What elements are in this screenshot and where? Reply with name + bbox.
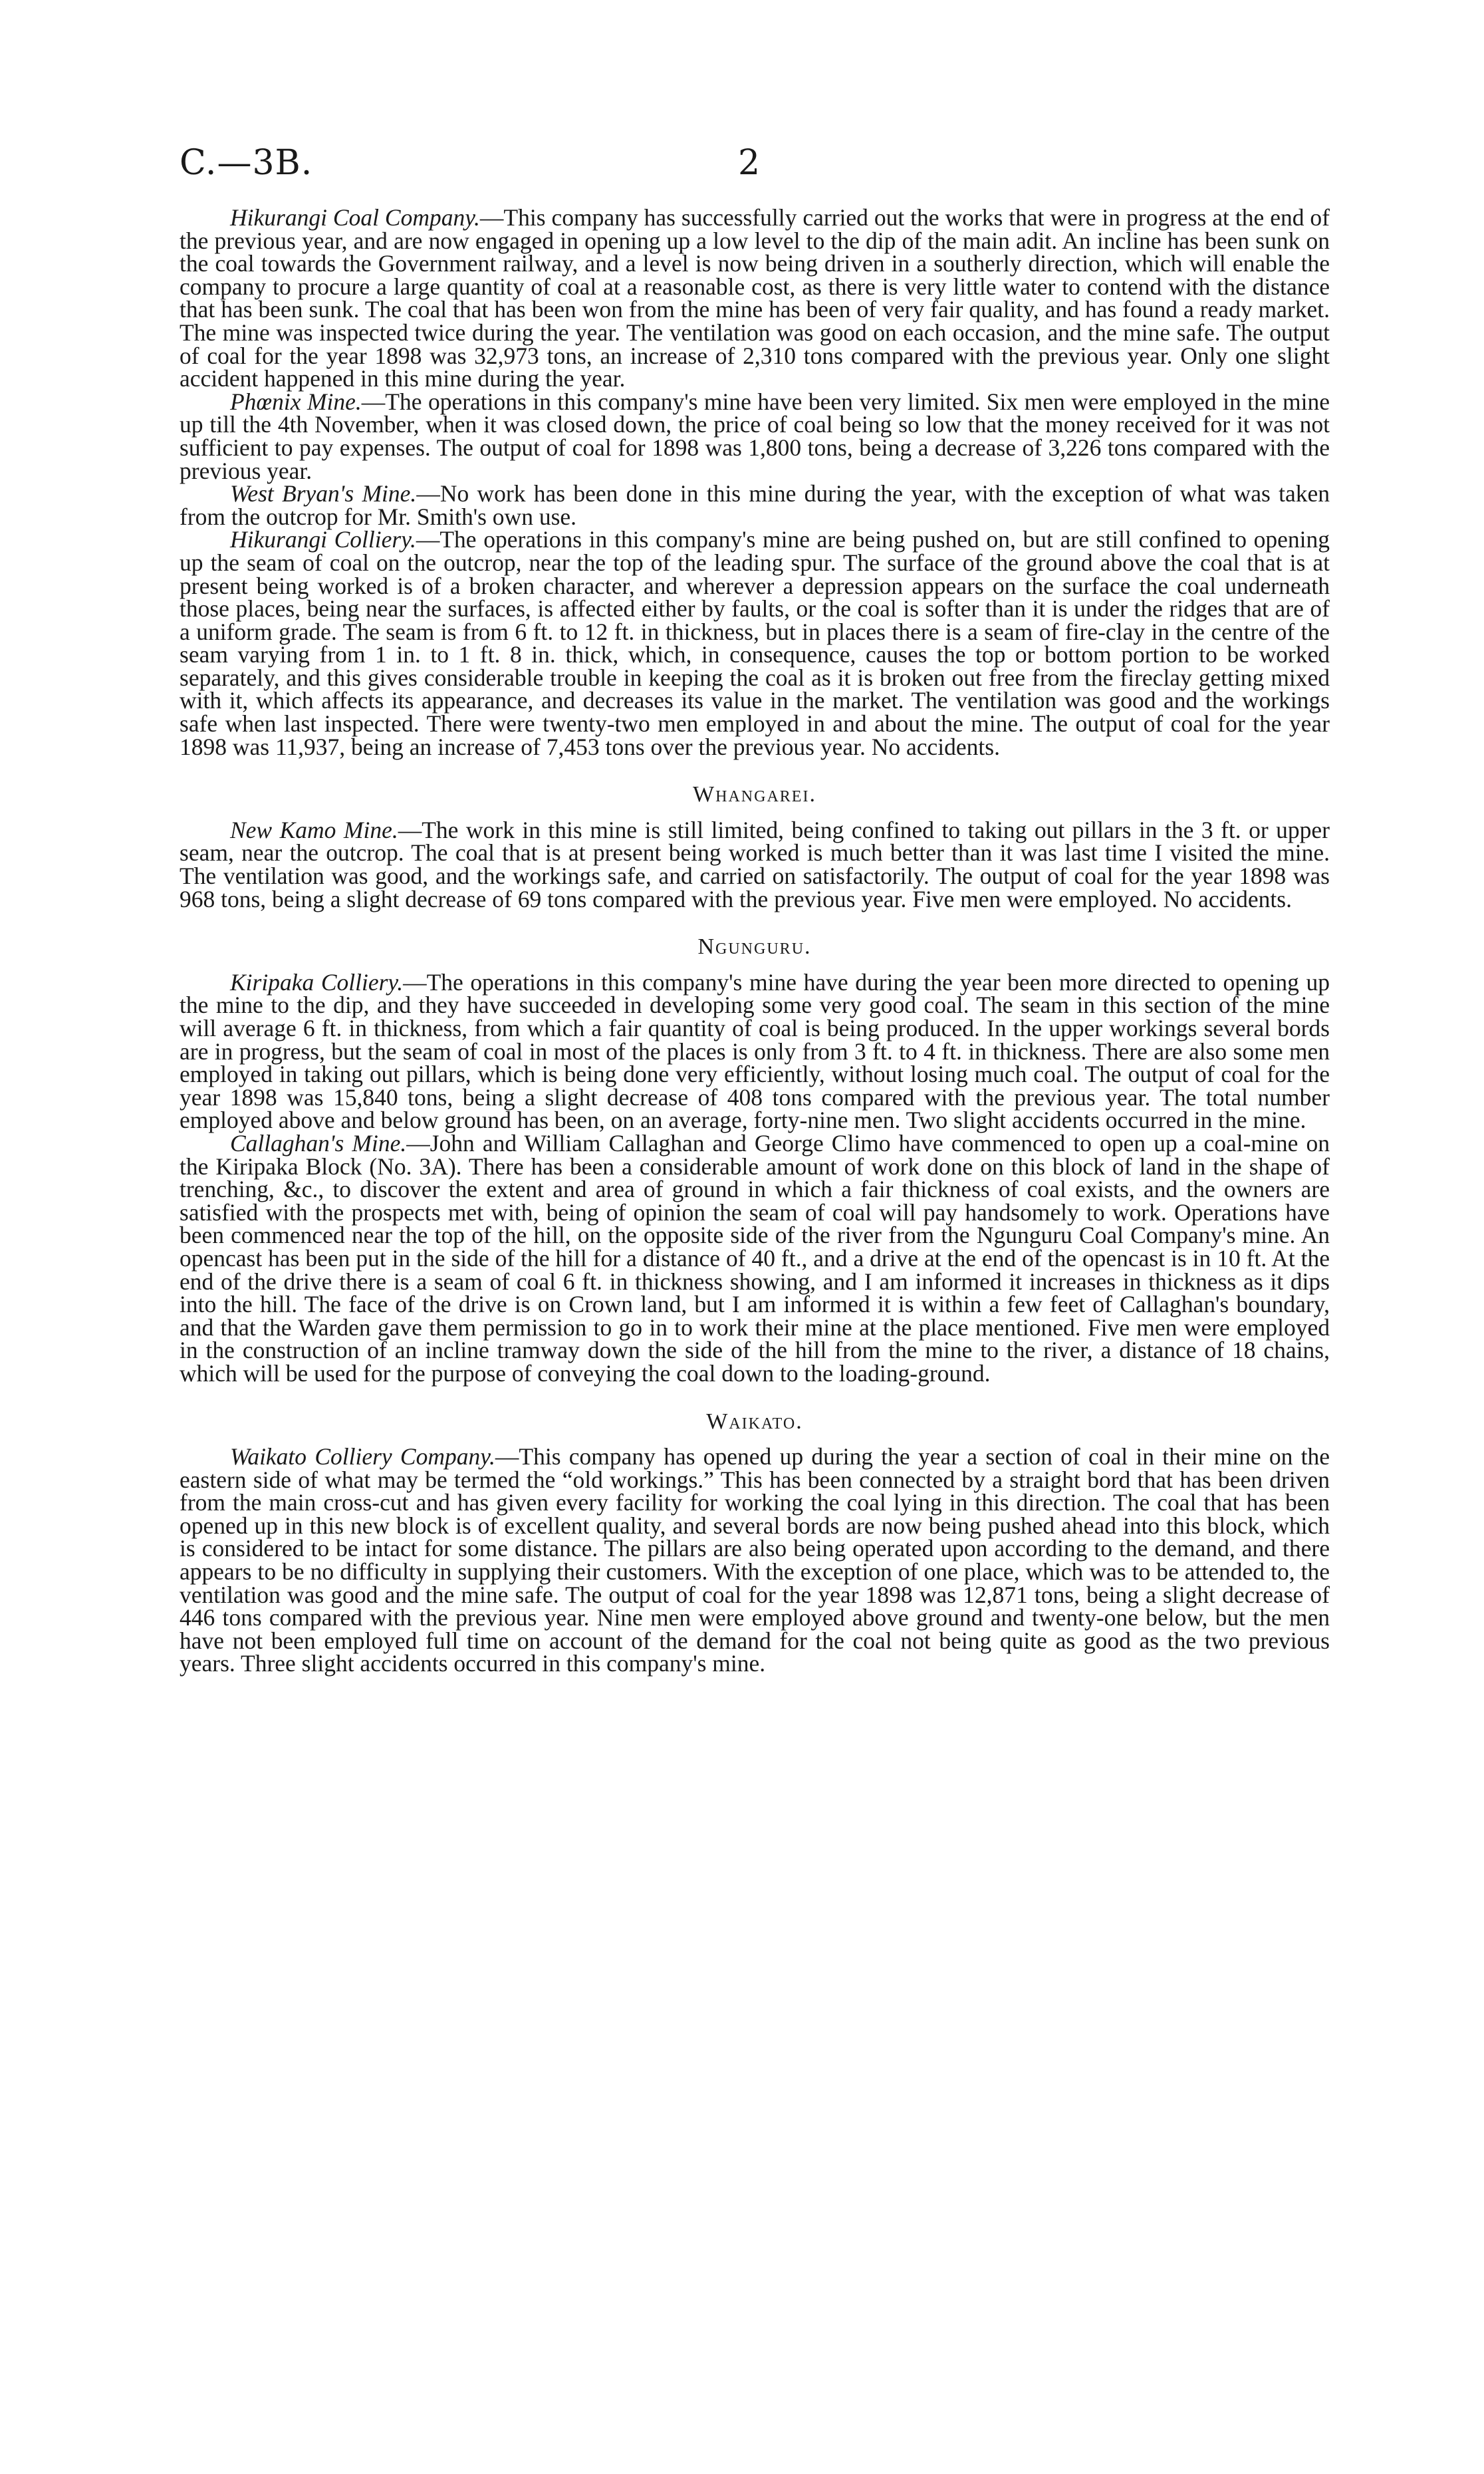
- paragraph-text: —John and William Callaghan and George Climo have commenced to open up a coal-mine on the Kiripaka Block (No. 3A). There has been a considerable amount of work done on this block of land in the shape of trenching, &c., to discover the extent and area of ground in which a fair thickness of coal exists, and the owners are satisfied with the prospects met with, being of opinion the seam of coal will pay handsomely to work. Operations have been commenced near the top of the hill, on the opposite side of the river from the Ngunguru Coal Company's mine. An opencast has been put in the side of the hill for a distance of 40 ft., and a drive at the end of the opencast is in 10 ft. At the end of the drive there is a seam of coal 6 ft. in thickness showing, and I am informed it increases in thickness as it dips into the hill. The face of the drive is on Crown land, but I am informed it is within a few feet of Callaghan's boundary, and that the Warden gave them permission to go in to work their mine at the place mentioned. Five men were employed in the construction of an incline tramway down the side of the hill from the mine to the river, a distance of 18 chains, which will be used for the purpose of conveying the coal down to the loading-ground.: [180, 1129, 1330, 1387]
- section-heading-waikato: Waikato.: [706, 1409, 803, 1434]
- paragraph-west-bryans-mine: [180, 482, 1330, 528]
- paragraph-title: Waikato Colliery Company.: [230, 1443, 495, 1470]
- paragraph-text: —The operations in this company's mine have been very limited. Six men were employed in the mine up till the 4th November, when it was closed down, the price of coal being so low that the money received for it was not sufficient to pay expenses. The output of coal for 1898 was 1,800 tons, being a decrease of 3,226 tons compared with the previous year.: [180, 388, 1330, 484]
- paragraph-kiripaka-colliery: [180, 968, 1330, 1134]
- paragraph-title: New Kamo Mine.: [230, 816, 398, 843]
- paragraph-text: —The operations in this company's mine have during the year been more directed to opening up the mine to the dip, and they have succeeded in developing some very good coal. The seam in this section of the mine will average 6 ft. in thickness, from which a fair quantity of coal is being produced. In the upper workings several bords are in progress, but the seam of coal in most of the places is only from 3 ft. to 4 ft. in thickness. There are also some men employed in taking out pillars, which is being done very efficiently, without losing much coal. The output of coal for the year 1898 was 15,840 tons, being a slight decrease of 408 tons compared with the previous year. The total number employed above and below ground has been, on an average, forty-nine men. Two slight accidents occurred in the mine.: [180, 968, 1330, 1134]
- document-body: [180, 206, 1330, 1675]
- paragraph-new-kamo-mine: [180, 816, 1330, 912]
- paragraph-text: —The work in this mine is still limited, being confined to taking out pillars in the 3 ft. or upper seam, near the outcrop. The coal that is at present being worked is much better than it was last time I visited the mine. The ventilation was good, and the workings safe, and carried on satisfactorily. The output of coal for the year 1898 was 968 tons, being a slight decrease of 69 tons compared with the previous year. Five men were employed. No accidents.: [180, 816, 1330, 912]
- paragraph-title: West Bryan's Mine.: [230, 480, 417, 507]
- paragraph-hikurangi-coal-company: [180, 206, 1330, 390]
- paragraph-title: Hikurangi Coal Company.: [230, 204, 480, 231]
- paragraph-hikurangi-colliery: [180, 528, 1330, 758]
- section-heading-ngunguru: Ngunguru.: [697, 934, 812, 960]
- paragraph-callaghans-mine: [180, 1129, 1330, 1387]
- document-reference: C.—3B.: [180, 143, 313, 183]
- paragraph-text: —The operations in this company's mine are being pushed on, but are still confined to opening up the seam of coal on the outcrop, near the top of the leading spur. The surface of the ground above the coal that is at present being worked is of a broken character, and wherever a depression appears on the surface the coal underneath those places, being near the surfaces, is affected either by faults, or the coal is softer than it is under the ridges that are of a uniform grade. The seam is from 6 ft. to 12 ft. in thickness, but in places there is a seam of fire-clay in the centre of the seam varying from 1 in. to 1 ft. 8 in. thick, which, in consequence, causes the top or bottom portion to be worked separately, and this gives considerable trouble in keeping the coal as it is broken out free from the fireclay getting mixed with it, which affects its appearance, and decreases its value in the market. The ventilation was good and the workings safe when last inspected. There were twenty-two men employed in and about the mine. The output of coal for the year 1898 was 11,937, being an increase of 7,453 tons over the previous year. No accidents.: [180, 526, 1330, 760]
- paragraph-text: —This company has opened up during the year a section of coal in their mine on the eastern side of what may be termed the “old workings.” This has been connected by a straight bord that has been driven from the main cross-cut and has given every facility for working the coal lying in this direction. The coal that has been opened up in this new block is of excellent quality, and several bords are now being pushed ahead into this block, which is considered to be intact for some distance. The pillars are also being operated upon according to the demand, and there appears to be no difficulty in supplying their customers. With the exception of one place, which was to be attended to, the ventilation was good and the mine safe. The output of coal for the year 1898 was 12,871 tons, being a slight decrease of 446 tons compared with the previous year. Nine men were employed above ground and twenty-one below, but the men have not been employed full time on account of the demand for the coal not being quite as good as the two previous years. Three slight accidents occurred in this company's mine.: [180, 1443, 1330, 1677]
- paragraph-title: Hikurangi Colliery.: [230, 526, 416, 553]
- paragraph-title: Phœnix Mine.: [230, 388, 362, 415]
- page-number: 2: [738, 143, 761, 183]
- paragraph-phoenix-mine: [180, 390, 1330, 482]
- paragraph-title: Callaghan's Mine.: [230, 1129, 407, 1157]
- paragraph-text: —This company has successfully carried out the works that were in progress at the end of the previous year, and are now engaged in opening up a low level to the dip of the main adit. An incline has been sunk on the coal towards the Government railway, and a level is now being driven in a southerly direction, which will enable the company to procure a large quantity of coal at a reasonable cost, as there is very little water to contend with the distance that has been sunk. The coal that has been won from the mine has been of very fair quality, and has found a ready market. The mine was inspected twice during the year. The ventilation was good on each occasion, and the mine safe. The output of coal for the year 1898 was 32,973 tons, an increase of 2,310 tons compared with the previous year. Only one slight accident happened in this mine during the year.: [180, 204, 1330, 392]
- paragraph-text: —No work has been done in this mine during the year, with the exception of what was taken from the outcrop for Mr. Smith's own use.: [180, 480, 1330, 530]
- section-heading-whangarei: Whangarei.: [693, 782, 816, 807]
- page-header: [0, 143, 1484, 190]
- paragraph-title: Kiripaka Colliery.: [230, 968, 404, 996]
- paragraph-waikato-colliery-company: [180, 1445, 1330, 1675]
